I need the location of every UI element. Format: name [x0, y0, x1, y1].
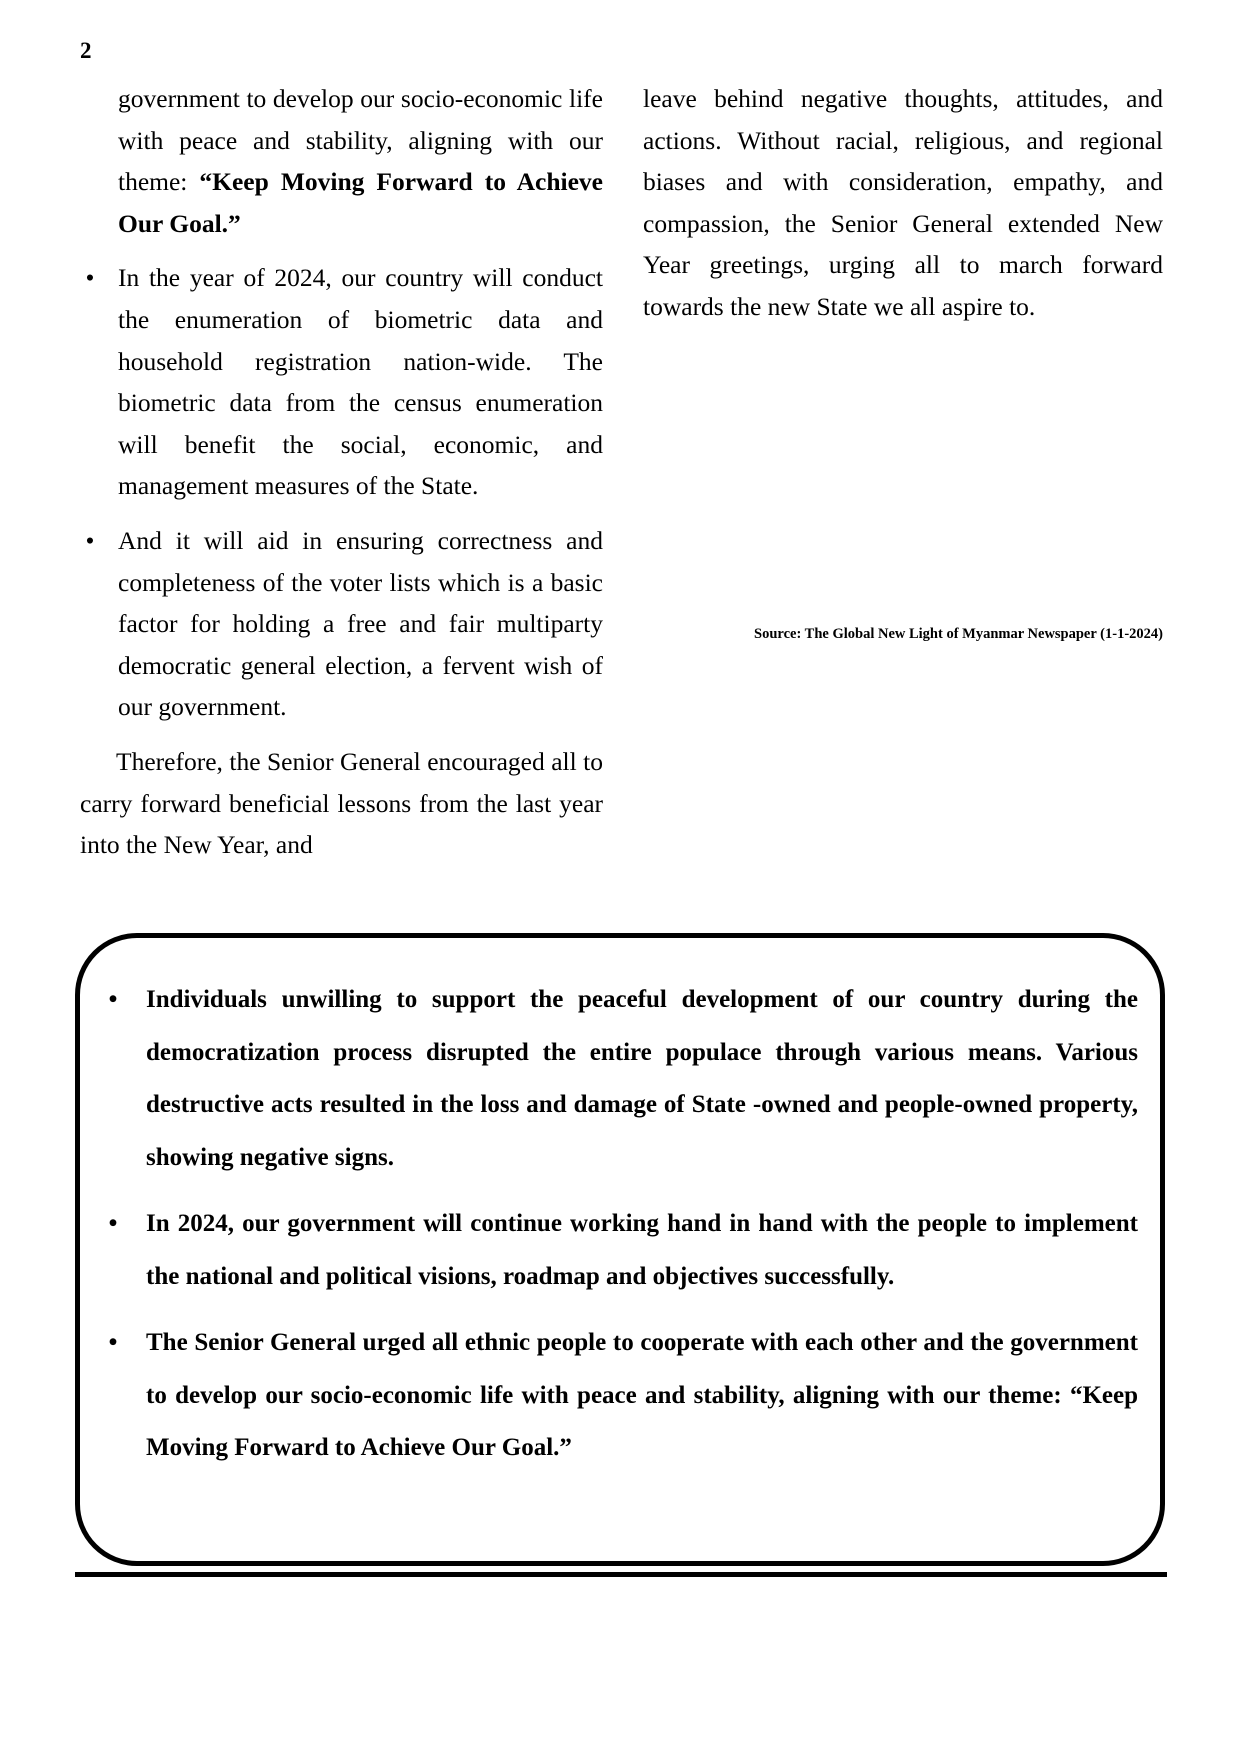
- bullet-icon: •: [85, 525, 95, 555]
- bullet-icon: •: [108, 986, 118, 1013]
- bullet-icon: •: [85, 263, 95, 293]
- right-column: [643, 78, 1163, 328]
- left-bullet-list: [80, 257, 603, 728]
- summary-bullet-list: [103, 974, 1138, 1489]
- list-item: • Individuals unwilling to support the peaceful development of our country during the democratization process disrupted the entire populace through various means. Various destructive acts resulted in the loss and damage of State -owned and people-owned property, showing negative signs.: [103, 974, 1138, 1184]
- list-item: • And it will aid in ensuring correctness and completeness of the voter lists which is a basic factor for holding a free and fair multiparty democratic general election, a fervent wish of our government.: [80, 520, 603, 728]
- right-paragraph: leave behind negative thoughts, attitudes, and actions. Without racial, religious, and regional biases and with consideration, empathy, and compassion, the Senior General extended New Year greetings, urging all to march forward towards the new State we all aspire to.: [643, 84, 1163, 321]
- page-number: 2: [80, 38, 92, 63]
- left-column: [80, 78, 603, 866]
- list-item: • In 2024, our government will continue working hand in hand with the people to implement the national and political visions, roadmap and objectives successfully.: [103, 1198, 1138, 1303]
- list-item: • The Senior General urged all ethnic people to cooperate with each other and the government to develop our socio-economic life with peace and stability, aligning with our theme: “Keep Moving Forward to Achieve Our Goal.”: [103, 1317, 1138, 1475]
- bullet-icon: •: [108, 1329, 118, 1356]
- closing-paragraph: Therefore, the Senior General encouraged all to carry forward beneficial lessons from the last year into the New Year, and: [80, 746, 603, 860]
- intro-continuation: government to develop our socio-economic life with peace and stability, aligning with our theme: “Keep Moving Forward to Achieve Our Goal.”: [118, 84, 603, 238]
- bottom-divider: [75, 1572, 1167, 1577]
- bullet-icon: •: [108, 1210, 118, 1237]
- source-citation: Source: The Global New Light of Myanmar Newspaper (1-1-2024): [754, 626, 1163, 642]
- list-item: • In the year of 2024, our country will conduct the enumeration of biometric data and household registration nation-wide. The biometric data from the census enumeration will benefit the social, economic, and management measures of the State.: [80, 257, 603, 507]
- theme-quote: “Keep Moving Forward to Achieve Our Goal.”: [118, 167, 603, 238]
